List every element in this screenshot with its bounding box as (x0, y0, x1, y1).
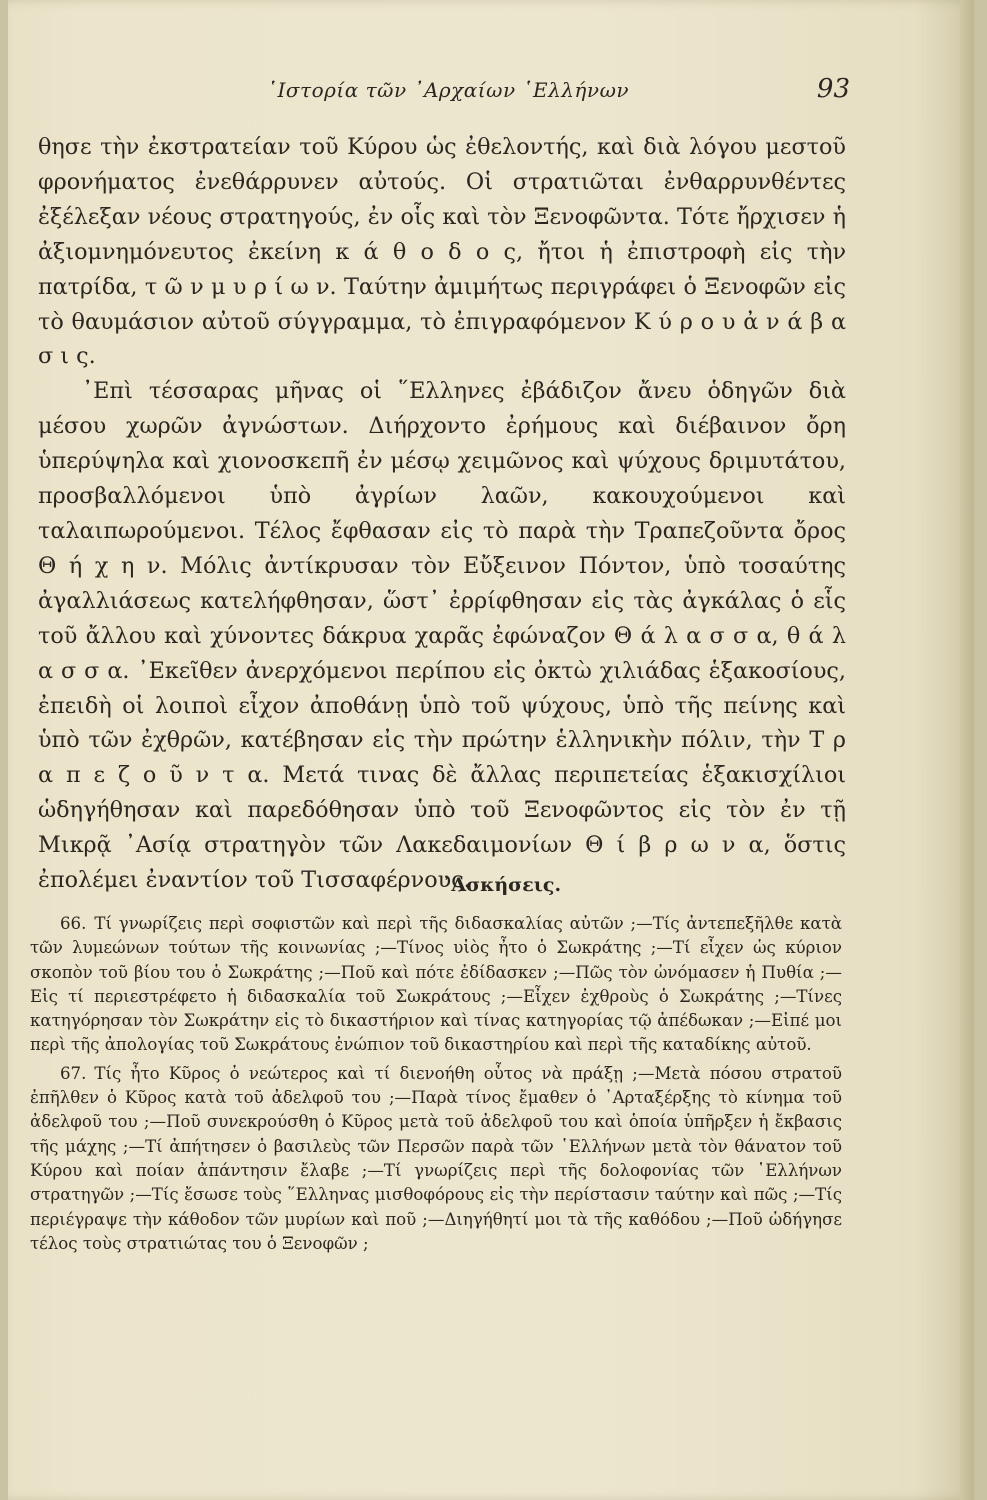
paragraph: θησε τὴν ἐκστρατείαν τοῦ Κύρου ὡς ἐθελοντής, καὶ διὰ λόγου μεστοῦ φρονήματος ἐνεθάρρυνεν αὐτούς. Οἱ στρατιῶται ἐνθαρρυνθέντες ἐξέλεξαν νέους στρατηγούς, ἐν οἷς καὶ τὸν Ξενοφῶντα. Τότε ἤρχισεν ἡ ἀξιομνημόνευτος ἐκείνη κ ά θ ο δ ο ς, ἤτοι ἡ ἐπιστροφὴ εἰς τὴν πατρίδα, τ ῶ ν μ υ ρ ί ω ν. Ταύτην ἀμιμήτως περιγράφει ὁ Ξενοφῶν εἰς τὸ θαυμάσιον αὐτοῦ σύγγραμμα, τὸ ἐπιγραφόμενον Κ ύ ρ ο υ ἀ ν ά β α σ ι ς. (38, 134, 846, 370)
section-heading: ᾿Ασκήσεις. (441, 874, 562, 896)
exercise-item (30, 1062, 842, 1256)
exercise-number: 67. (60, 1063, 87, 1083)
page-header (68, 74, 858, 114)
paragraph: ᾿Επὶ τέσσαρας μῆνας οἱ ῞Ελληνες ἐβάδιζον ἄνευ ὁδηγῶν διὰ μέσου χωρῶν ἀγνώστων. Διήρχοντο ἐρήμους καὶ διέβαινον ὄρη ὑπερύψηλα καὶ χιονοσκεπῆ ἐν μέσῳ χειμῶνος καὶ ψύχους δριμυτάτου, προσβαλλόμενοι ὑπὸ ἀγρίων λαῶν, κακουχούμενοι καὶ ταλαιπωρούμενοι. Τέλος ἔφθασαν εἰς τὸ παρὰ τὴν Τραπεζοῦντα ὄρος Θ ή χ η ν. Μόλις ἀντίκρυσαν τὸν Εὔξεινον Πόντον, ὑπὸ τοσαύτης ἀγαλλιάσεως κατελήφθησαν, ὥστ᾿ ἐρρίφθησαν εἰς τὰς ἀγκάλας ὁ εἷς τοῦ ἄλλου καὶ χύνοντες δάκρυα χαρᾶς ἐφώναζον Θ ά λ α σ σ α, θ ά λ α σ σ α. ᾿Εκεῖθεν ἀνερχόμενοι περίπου εἰς ὀκτὼ χιλιάδας ἑξακοσίους, ἐπειδὴ οἱ λοιποὶ εἶχον ἀποθάνῃ ὑπὸ τοῦ ψύχους, ὑπὸ τῆς πείνης καὶ ὑπὸ τῶν ἐχθρῶν, κατέβησαν εἰς τὴν πρώτην ἑλληνικὴν πόλιν, τὴν Τ ρ α π ε ζ ο ῦ ν τ α. Μετά τινας δὲ ἄλλας περιπετείας ἑξακισχίλιοι ὡδηγήθησαν καὶ παρεδόθησαν ὑπὸ τοῦ Ξενοφῶντος εἰς τὸν ἐν τῇ Μικρᾷ ᾿Ασίᾳ στρατηγὸν τῶν Λακεδαιμονίων Θ ί β ρ ω ν α, ὅστις ἐπολέμει ἐναντίον τοῦ Τισσαφέρνους. (38, 378, 846, 894)
running-title: ῾Ιστορία τῶν ᾿Αρχαίων ῾Ελλήνων (266, 78, 630, 102)
exercise-item (30, 912, 842, 1058)
page-number: 93 (816, 74, 850, 104)
page-edge (960, 0, 974, 1500)
exercises-list (30, 912, 842, 1260)
exercise-number: 66. (60, 914, 87, 933)
exercise-text: Τί γνωρίζεις περὶ σοφιστῶν καὶ περὶ τῆς διδασκαλίας αὐτῶν ;—Τίς ἀντεπεξῆλθε κατὰ τῶν λυμεώνων τούτων τῆς κοινωνίας ;—Τίνος υἱὸς ἦτο ὁ Σωκράτης ;—Τί εἶχεν ὡς κύριον σκοπὸν τοῦ βίου του ὁ Σωκράτης ;—Ποῦ καὶ πότε ἐδίδασκεν ;—Πῶς τὸν ὠνόμασεν ἡ Πυθία ;—Εἰς τί περιεστρέφετο ἡ διδασκαλία τοῦ Σωκράτους ;—Εἶχεν ἐχθροὺς ὁ Σωκράτης ;—Τίνες κατηγόρησαν τὸν Σωκράτην εἰς τὸ δικαστήριον καὶ τίνας κατηγορίας τῷ ἀπέδωκαν ;—Εἰπέ μοι περὶ τῆς ἀπολογίας τοῦ Σωκράτους ἐνώπιον τοῦ δικαστηρίου καὶ περὶ τῆς καταδίκης αὐτοῦ. (30, 914, 842, 1055)
book-page (8, 0, 974, 1500)
main-text (38, 130, 846, 898)
exercise-text: Τίς ἦτο Κῦρος ὁ νεώτερος καὶ τί διενοήθη οὗτος νὰ πράξῃ ;—Μετὰ πόσου στρατοῦ ἐπῆλθεν ὁ Κῦρος κατὰ τοῦ ἀδελφοῦ του ;—Παρὰ τίνος ἔμαθεν ὁ ᾿Αρταξέρξης τὸ κίνημα τοῦ ἀδελφοῦ του ;—Ποῦ συνεκρούσθη ὁ Κῦρος μετὰ τοῦ ἀδελφοῦ του καὶ ὁποία ὑπῆρξεν ἡ ἔκβασις τῆς μάχης ;—Τί ἀπήτησεν ὁ βασιλεὺς τῶν Περσῶν παρὰ τῶν ῾Ελλήνων μετὰ τὸν θάνατον τοῦ Κύρου καὶ ποίαν ἀπάντησιν ἔλαβε ;—Τί γνωρίζεις περὶ τῆς δολοφονίας τῶν ῾Ελλήνων στρατηγῶν ;—Τίς ἔσωσε τοὺς ῞Ελληνας μισθοφόρους εἰς τὴν περίστασιν ταύτην καὶ πῶς ;—Τίς περιέγραψε τὴν κάθοδον τῶν μυρίων καὶ ποῦ ;—Διηγήθητί μοι τὰ τῆς καθόδου ;—Ποῦ ὡδήγησε τέλος τοὺς στρατιώτας του ὁ Ξενοφῶν ; (30, 1063, 842, 1253)
